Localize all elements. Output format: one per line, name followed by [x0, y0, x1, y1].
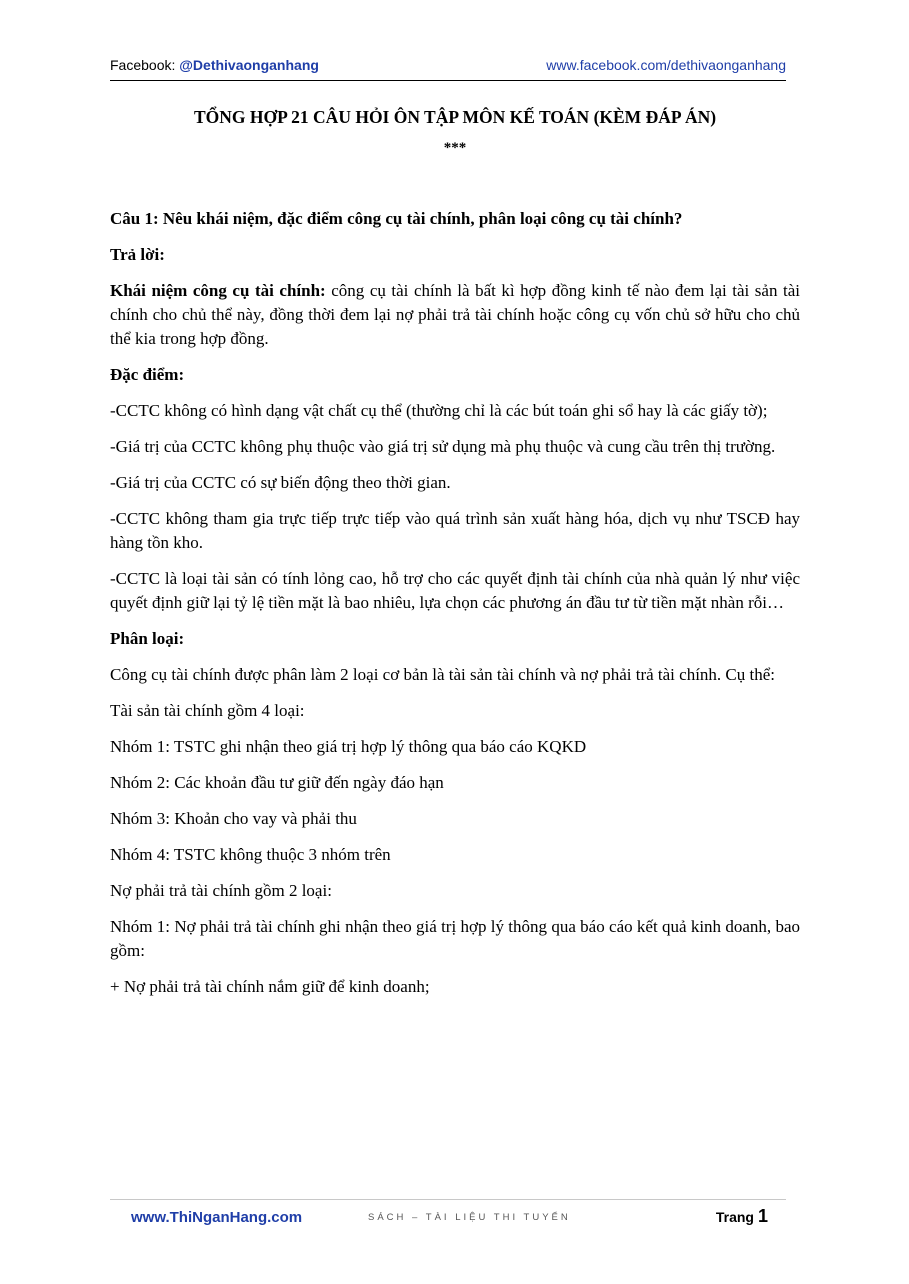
question-heading: Câu 1: Nêu khái niệm, đặc điểm công cụ tài chính, phân loại công cụ tài chính?: [110, 209, 683, 228]
facebook-url-link[interactable]: www.facebook.com/dethivaonganhang: [546, 57, 786, 73]
classification-item: Nhóm 1: Nợ phải trả tài chính ghi nhận theo giá trị hợp lý thông qua báo cáo kết quả kinh doanh, bao gồm:: [110, 917, 800, 960]
classification-item: + Nợ phải trả tài chính nắm giữ để kinh doanh;: [110, 977, 430, 996]
concept-text: công cụ tài chính là bất kì hợp đồng kinh tế nào đem lại tài sản tài chính cho chủ thể này, đồng thời đem lại nợ phải trả tài chính hoặc công cụ vốn chủ sở hữu cho chủ thể kia trong hợp đồng.: [110, 281, 800, 348]
classification-item: Nhóm 4: TSTC không thuộc 3 nhóm trên: [110, 845, 391, 864]
classification-item: Công cụ tài chính được phân làm 2 loại cơ bản là tài sản tài chính và nợ phải trả tài chính. Cụ thể:: [110, 665, 776, 684]
page-footer: [110, 1199, 786, 1230]
classification-item: Nhóm 2: Các khoản đầu tư giữ đến ngày đáo hạn: [110, 773, 444, 792]
classification-item: Nợ phải trả tài chính gồm 2 loại:: [110, 881, 332, 900]
feature-item: -CCTC không tham gia trực tiếp trực tiếp vào quá trình sản xuất hàng hóa, dịch vụ như TSCĐ hay hàng tồn kho.: [110, 509, 800, 552]
feature-item: -CCTC không có hình dạng vật chất cụ thể (thường chỉ là các bút toán ghi sổ hay là các giấy tờ);: [110, 401, 768, 420]
footer-site-link[interactable]: www.ThiNganHang.com: [131, 1209, 303, 1226]
answer-label: Trả lời:: [110, 245, 165, 264]
title-separator: ***: [443, 140, 467, 156]
page-number: 1: [757, 1206, 768, 1226]
facebook-label: Facebook: @Dethivaonganhang: [110, 57, 319, 73]
page-header: [110, 56, 786, 81]
facebook-handle[interactable]: @Dethivaonganhang: [179, 57, 319, 73]
feature-item: -CCTC là loại tài sản có tính lỏng cao, hỗ trợ cho các quyết định tài chính của nhà quản lý như việc quyết định giữ lại tỷ lệ tiền mặt là bao nhiêu, lựa chọn các phương án đầu tư từ tiền mặt nhàn rỗi…: [110, 569, 800, 612]
concept-label: Khái niệm công cụ tài chính:: [110, 281, 326, 300]
footer-tagline: SÁCH – TÀI LIỆU THI TUYỂN: [368, 1212, 571, 1223]
concept-paragraph: [110, 279, 800, 351]
page-indicator: [716, 1206, 768, 1227]
classification-item: Nhóm 3: Khoản cho vay và phải thu: [110, 809, 357, 828]
classification-label: Phân loại:: [110, 629, 185, 648]
features-label: Đặc điểm:: [110, 365, 185, 384]
classification-item: Tài sản tài chính gồm 4 loại:: [110, 701, 305, 720]
classification-item: Nhóm 1: TSTC ghi nhận theo giá trị hợp lý thông qua báo cáo KQKD: [110, 737, 587, 756]
document-body: [110, 105, 800, 999]
feature-item: -Giá trị của CCTC không phụ thuộc vào giá trị sử dụng mà phụ thuộc và cung cầu trên thị trường.: [110, 437, 776, 456]
page-label: Trang: [715, 1209, 754, 1225]
feature-item: -Giá trị của CCTC có sự biến động theo thời gian.: [110, 473, 451, 492]
document-title: TỔNG HỢP 21 CÂU HỎI ÔN TẬP MÔN KẾ TOÁN (KÈM ĐÁP ÁN): [193, 107, 717, 127]
